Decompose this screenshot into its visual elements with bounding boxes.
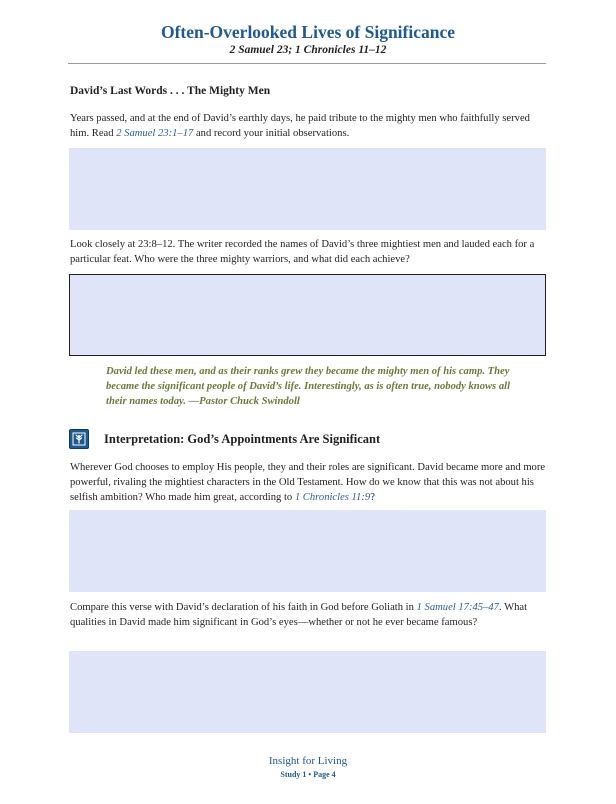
paragraph-text: and record your initial observations. [193, 128, 350, 139]
paragraph-compare-goliath [70, 600, 548, 630]
paragraph-text: Years passed, and at the end of David’s earthly days, he paid tribute to the mighty men who faithfully served him. Read [70, 113, 530, 139]
scripture-link-1-chronicles-11[interactable]: 1 Chronicles 11:9 [294, 492, 371, 503]
section-heading-interpretation: Interpretation: God’s Appointments Are Significant [104, 432, 381, 446]
scripture-link-1-samuel-17[interactable]: 1 Samuel 17:45–47 [416, 602, 499, 613]
paragraph-three-mighty-warriors: Look closely at 23:8–12. The writer recorded the names of David’s three mightiest men and lauded each for a particular feat. Who were the three mighty warriors, and what did each achieve? [70, 239, 535, 265]
header-rule [68, 63, 546, 64]
paragraph-gods-appointments [70, 460, 548, 505]
page-subtitle: 2 Samuel 23; 1 Chronicles 11–12 [229, 44, 387, 56]
paragraph-text: . What qualities in David made him significant in God’s eyes—whether or not he ever became famous? [70, 602, 528, 628]
paragraph-read-observations [70, 111, 548, 141]
answer-box-who-made-him-great[interactable] [69, 510, 546, 592]
paragraph-text: ? [370, 492, 375, 503]
scripture-link-2-samuel-23[interactable]: 2 Samuel 23:1–17 [116, 128, 194, 139]
section-heading-mighty-men: David’s Last Words . . . The Mighty Men [70, 85, 271, 97]
paragraph-text: Wherever God chooses to employ His people, they and their roles are significant. David became more and more powerful, rivaling the mightiest characters in the Old Testament. How do we know that this was not about his selfish ambition? Who made him great, according to [70, 462, 546, 503]
answer-box-observations[interactable] [69, 148, 546, 230]
page-title: Often-Overlooked Lives of Significance [160, 22, 456, 42]
answer-box-mighty-warriors[interactable] [69, 274, 546, 356]
footer-title: Insight for Living [268, 755, 348, 767]
footer-page-number: Study 1 • Page 4 [280, 770, 336, 779]
interpretation-icon [69, 429, 89, 449]
answer-box-qualities[interactable] [69, 651, 546, 733]
pullquote: David led these men, and as their ranks grew they became the mighty men of his camp. They became the significant people of David’s life. Interestingly, as is often true, nobody knows all their names today. —Pastor Chuck Swindoll [106, 366, 511, 407]
paragraph-text: Compare this verse with David’s declaration of his faith in God before Goliath in [70, 602, 417, 613]
